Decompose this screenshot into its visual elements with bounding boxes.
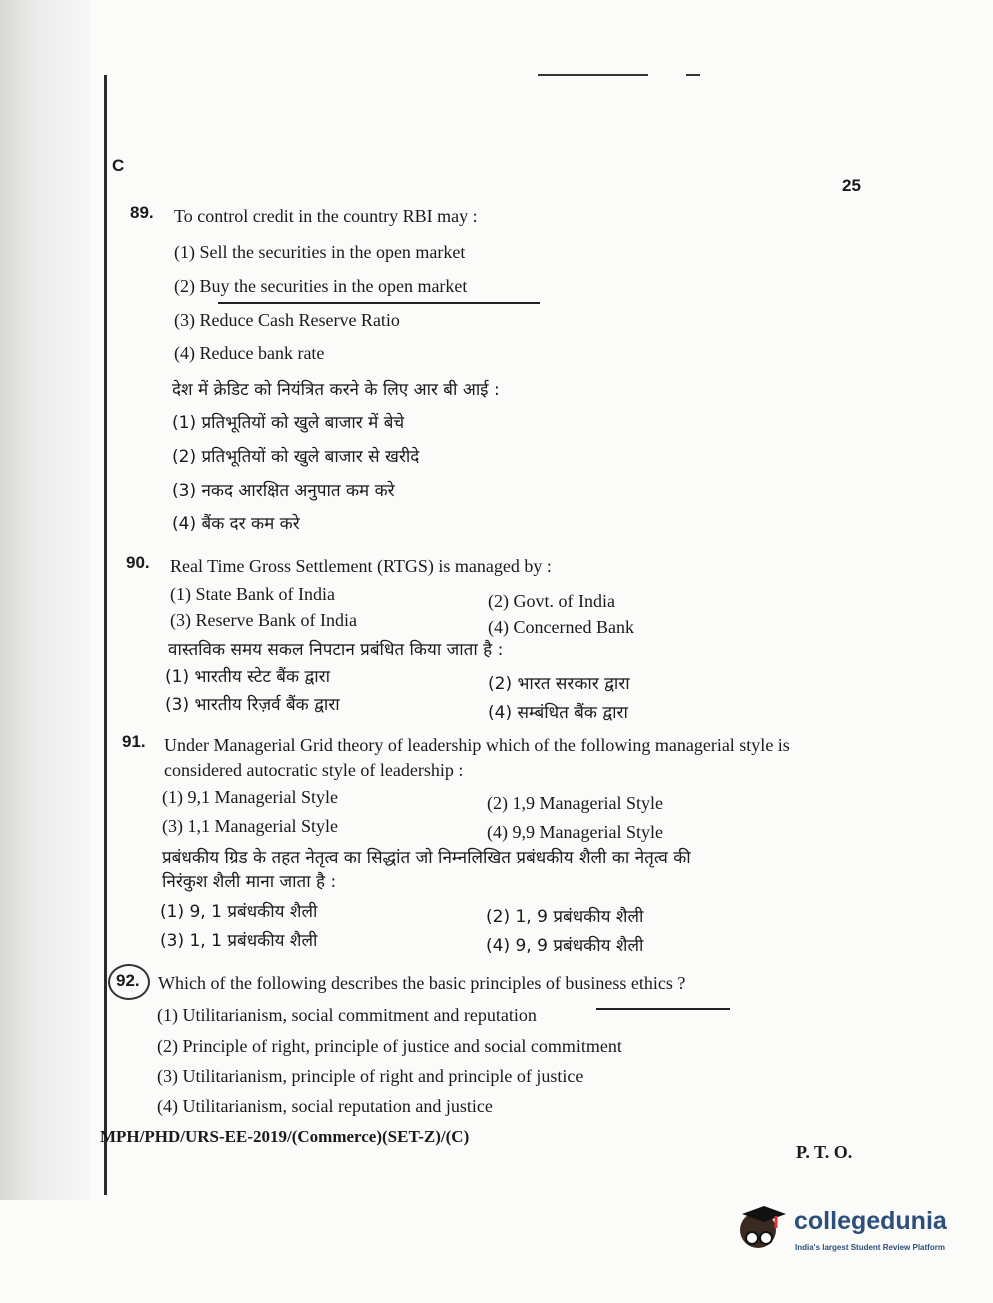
q92-text-en: Which of the following describes the basic principles of business ethics ?	[158, 973, 686, 993]
q92-option-en-3: (3) Utilitarianism, principle of right and principle of justice	[157, 1066, 584, 1086]
q91-option-hi-1: (1) 9, 1 प्रबंधकीय शैली	[160, 902, 318, 922]
q92-underline-mark	[596, 1008, 730, 1010]
q89-number: 89.	[130, 203, 154, 222]
page-number: 25	[842, 176, 861, 195]
q89-option-en-4: (4) Reduce bank rate	[174, 343, 325, 363]
q92-option-en-2: (2) Principle of right, principle of justice and social commitment	[157, 1036, 622, 1056]
top-rule	[538, 74, 648, 76]
q89-answer-underline	[218, 302, 540, 304]
q91-text-en-line2: considered autocratic style of leadership :	[164, 760, 464, 780]
footer-code: MPH/PHD/URS-EE-2019/(Commerce)(SET-Z)/(C)	[100, 1127, 470, 1146]
pto-label: P. T. O.	[796, 1142, 853, 1162]
q89-option-hi-4: (4) बैंक दर कम करे	[172, 514, 300, 534]
q90-option-en-1: (1) State Bank of India	[170, 584, 335, 604]
top-rule-short	[686, 74, 700, 76]
q91-option-en-2: (2) 1,9 Managerial Style	[487, 793, 663, 813]
q90-number: 90.	[126, 553, 150, 572]
q90-option-en-4: (4) Concerned Bank	[488, 617, 634, 637]
q90-option-hi-1: (1) भारतीय स्टेट बैंक द्वारा	[165, 667, 331, 687]
q91-option-en-3: (3) 1,1 Managerial Style	[162, 816, 338, 836]
q89-option-hi-1: (1) प्रतिभूतियों को खुले बाजार में बेचे	[172, 413, 405, 433]
q91-option-hi-3: (3) 1, 1 प्रबंधकीय शैली	[160, 931, 318, 951]
q90-option-hi-2: (2) भारत सरकार द्वारा	[488, 674, 630, 694]
q89-option-hi-3: (3) नकद आरक्षित अनुपात कम करे	[172, 481, 395, 501]
q91-option-en-1: (1) 9,1 Managerial Style	[162, 787, 338, 807]
q90-option-hi-3: (3) भारतीय रिज़र्व बैंक द्वारा	[165, 695, 340, 715]
q92-option-en-1: (1) Utilitarianism, social commitment and reputation	[157, 1005, 537, 1025]
brand-tagline: India's largest Student Review Platform	[795, 1243, 945, 1252]
q89-option-en-1: (1) Sell the securities in the open market	[174, 242, 466, 262]
q91-option-hi-4: (4) 9, 9 प्रबंधकीय शैली	[486, 936, 644, 956]
q92-number: 92.	[116, 971, 140, 990]
q89-option-en-3: (3) Reduce Cash Reserve Ratio	[174, 310, 400, 330]
set-letter: C	[112, 156, 125, 175]
q90-text-hi: वास्तविक समय सकल निपटान प्रबंधित किया जाता है :	[168, 640, 504, 660]
q91-text-hi-line2: निरंकुश शैली माना जाता है :	[162, 872, 337, 892]
q91-text-hi-line1: प्रबंधकीय ग्रिड के तहत नेतृत्व का सिद्धांत जो निम्नलिखित प्रबंधकीय शैली का नेतृत्व की	[162, 848, 691, 868]
q91-option-en-4: (4) 9,9 Managerial Style	[487, 822, 663, 842]
q91-number: 91.	[122, 732, 146, 751]
brand-name: collegedunia	[794, 1207, 947, 1235]
q89-text-en: To control credit in the country RBI may :	[174, 206, 478, 226]
q90-option-en-2: (2) Govt. of India	[488, 591, 615, 611]
margin-line	[104, 75, 107, 1195]
q91-text-en-line1: Under Managerial Grid theory of leadership which of the following managerial style is	[164, 735, 790, 755]
q89-option-hi-2: (2) प्रतिभूतियों को खुले बाजार से खरीदे	[172, 447, 420, 467]
q90-text-en: Real Time Gross Settlement (RTGS) is managed by :	[170, 556, 552, 576]
q92-option-en-4: (4) Utilitarianism, social reputation and justice	[157, 1096, 493, 1116]
scan-shadow	[0, 0, 90, 1200]
q91-option-hi-2: (2) 1, 9 प्रबंधकीय शैली	[486, 907, 644, 927]
q90-option-en-3: (3) Reserve Bank of India	[170, 610, 357, 630]
q89-option-en-2: (2) Buy the securities in the open market	[174, 276, 468, 296]
q89-text-hi: देश में क्रेडिट को नियंत्रित करने के लिए आर बी आई :	[172, 380, 500, 400]
q90-option-hi-4: (4) सम्बंधित बैंक द्वारा	[488, 703, 628, 723]
